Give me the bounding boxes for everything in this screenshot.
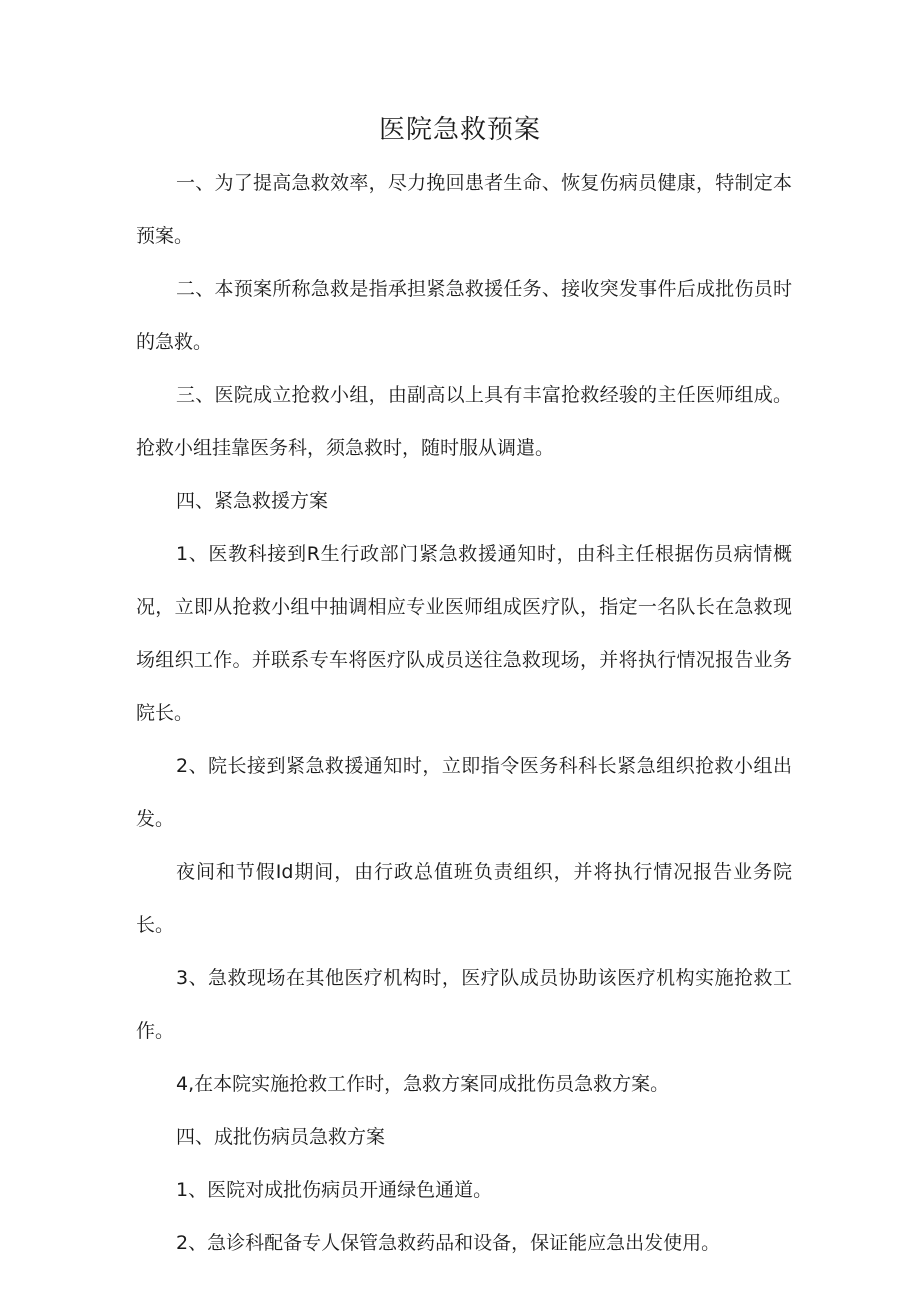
paragraph-rescue-step-4: 4,在本院实施抢救工作时，急救方案同成批伤员急救方案。 — [176, 1073, 670, 1095]
paragraph-rescue-step-1: 1、医教科接到R生行政部门紧急救援通知时，由科主任根据伤员病情概况，立即从抢救小组中抽调相应专业医师组成医疗队，指定一名队长在急救现场组织工作。并联系专车将医疗队成员送往急救现场，并将执行情况报告业务院长。 — [136, 543, 792, 724]
section-heading-emergency-rescue: 四、紧急救援方案 — [176, 490, 329, 512]
document-body — [136, 157, 792, 1270]
paragraph-mass-step-1: 1、医院对成批伤病员开通绿色通道。 — [176, 1179, 493, 1201]
section-heading-mass-casualty: 四、成批伤病员急救方案 — [176, 1126, 386, 1148]
paragraph-rescue-step-3: 3、急救现场在其他医疗机构时，医疗队成员协助该医疗机构实施抢救工作。 — [136, 967, 792, 1042]
page-title: 医院急救预案 — [378, 115, 541, 145]
paragraph-definition: 二、本预案所称急救是指承担紧急救援任务、接收突发事件后成批伤员时的急救。 — [136, 278, 792, 353]
paragraph-purpose: 一、为了提高急救效率，尽力挽回患者生命、恢复伤病员健康，特制定本预案。 — [136, 172, 792, 247]
paragraph-rescue-step-2: 2、院长接到紧急救援通知时，立即指令医务科科长紧急组织抢救小组出发。 — [136, 755, 792, 830]
paragraph-mass-step-2: 2、急诊科配备专人保管急救药品和设备，保证能应急出发使用。 — [176, 1232, 721, 1254]
paragraph-rescue-team: 三、医院成立抢救小组，由副高以上具有丰富抢救经骏的主任医师组成。抢救小组挂靠医务科，须急救时，随时服从调遣。 — [136, 384, 792, 459]
paragraph-holiday-duty: 夜间和节假Id期间，由行政总值班负责组织，并将执行情况报告业务院长。 — [136, 861, 792, 936]
